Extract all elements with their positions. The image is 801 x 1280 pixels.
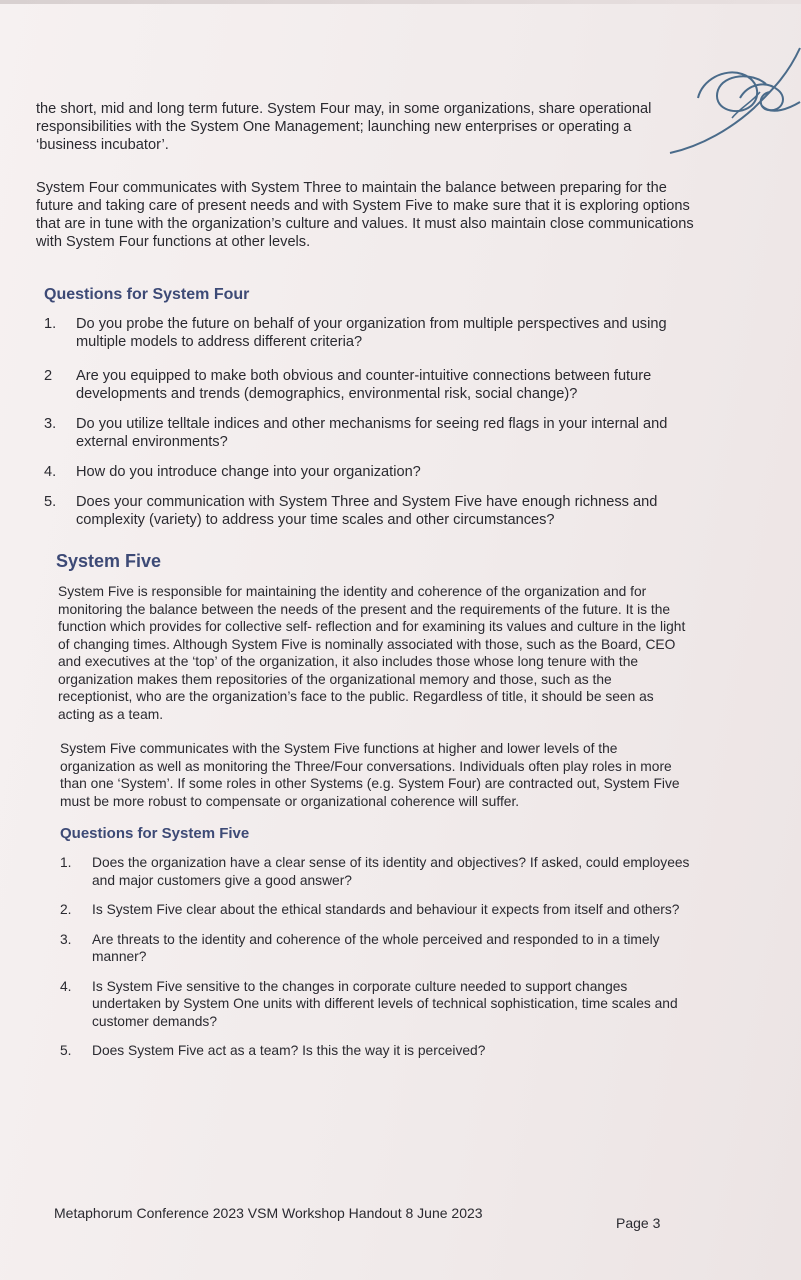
- list-item: 3. Are threats to the identity and coherence of the whole perceived and responded to in a timely manner?: [60, 931, 660, 964]
- footer-title: Metaphorum Conference 2023 VSM Workshop Handout 8 June 2023: [54, 1205, 483, 1221]
- intro-paragraph-2: System Four communicates with System Three to maintain the balance between preparing for the future and taking care of present needs and with System Five to make sure that it is exploring options that are in tune with the organization’s culture and values. It must also maintain close communications with System Four functions at other levels.: [36, 180, 694, 250]
- list-item: 2 Are you equipped to make both obvious and counter-intuitive connections between future developments and trends (demographics, environmental risk, social change)?: [44, 368, 652, 402]
- intro-paragraph-1: the short, mid and long term future. System Four may, in some organizations, share operational responsibilities with the System One Management; launching new enterprises or operating a ‘business incubator’.: [36, 101, 652, 153]
- s4-question-list: [36, 315, 706, 529]
- list-item: 5. Does your communication with System Three and System Five have enough richness and complexity (variety) to address your time scales and other circumstances?: [44, 494, 658, 528]
- list-item: 2. Is System Five clear about the ethical standards and behaviour it expects from itself and others?: [60, 902, 680, 917]
- s5-paragraph-2: System Five communicates with the System Five functions at higher and lower levels of the organization as well as monitoring the Three/Four conversations. Individuals often play roles in more than one ‘System’. If some roles in other Systems (e.g. System Four) are contracted out, System Five must be more robust to compensate or organizational coherence will suffer.: [60, 741, 680, 809]
- s5-paragraph-1: System Five is responsible for maintaining the identity and coherence of the organization and for monitoring the balance between the needs of the present and the requirements of the future. It is the function which provides for collective self- reflection and for examining its values and culture in the light of changing times. Although System Five is nominally associated with those, such as the Board, CEO and executives at the ‘top’ of the organization, it also includes those whose long tenure with the organization makes them repositories of the organizational memory and those, such as the receptionist, who are the organization’s face to the public. Regardless of title, it should be seen as acting as a team.: [58, 584, 686, 722]
- list-item: 5. Does System Five act as a team? Is this the way it is perceived?: [60, 1043, 486, 1058]
- list-item: 3. Do you utilize telltale indices and other mechanisms for seeing red flags in your internal and external environments?: [44, 416, 668, 450]
- list-item: 1. Do you probe the future on behalf of your organization from multiple perspectives and using multiple models to address different criteria?: [44, 316, 667, 350]
- list-item: 1. Does the organization have a clear sense of its identity and objectives? If asked, could employees and major customers give a good answer?: [60, 855, 690, 888]
- s4-questions-heading: Questions for System Four: [44, 286, 250, 303]
- page-number: Page 3: [616, 1215, 661, 1231]
- list-item: 4. How do you introduce change into your organization?: [44, 464, 421, 480]
- list-item: 4. Is System Five sensitive to the changes in corporate culture needed to support changes undertaken by System One units with different levels of technical sophistication, time scales and customer demands?: [60, 978, 678, 1029]
- system-five-heading: System Five: [56, 551, 162, 571]
- s5-question-list: [52, 854, 692, 1060]
- s5-questions-heading: Questions for System Five: [60, 825, 250, 842]
- paper-fold: [0, 0, 801, 4]
